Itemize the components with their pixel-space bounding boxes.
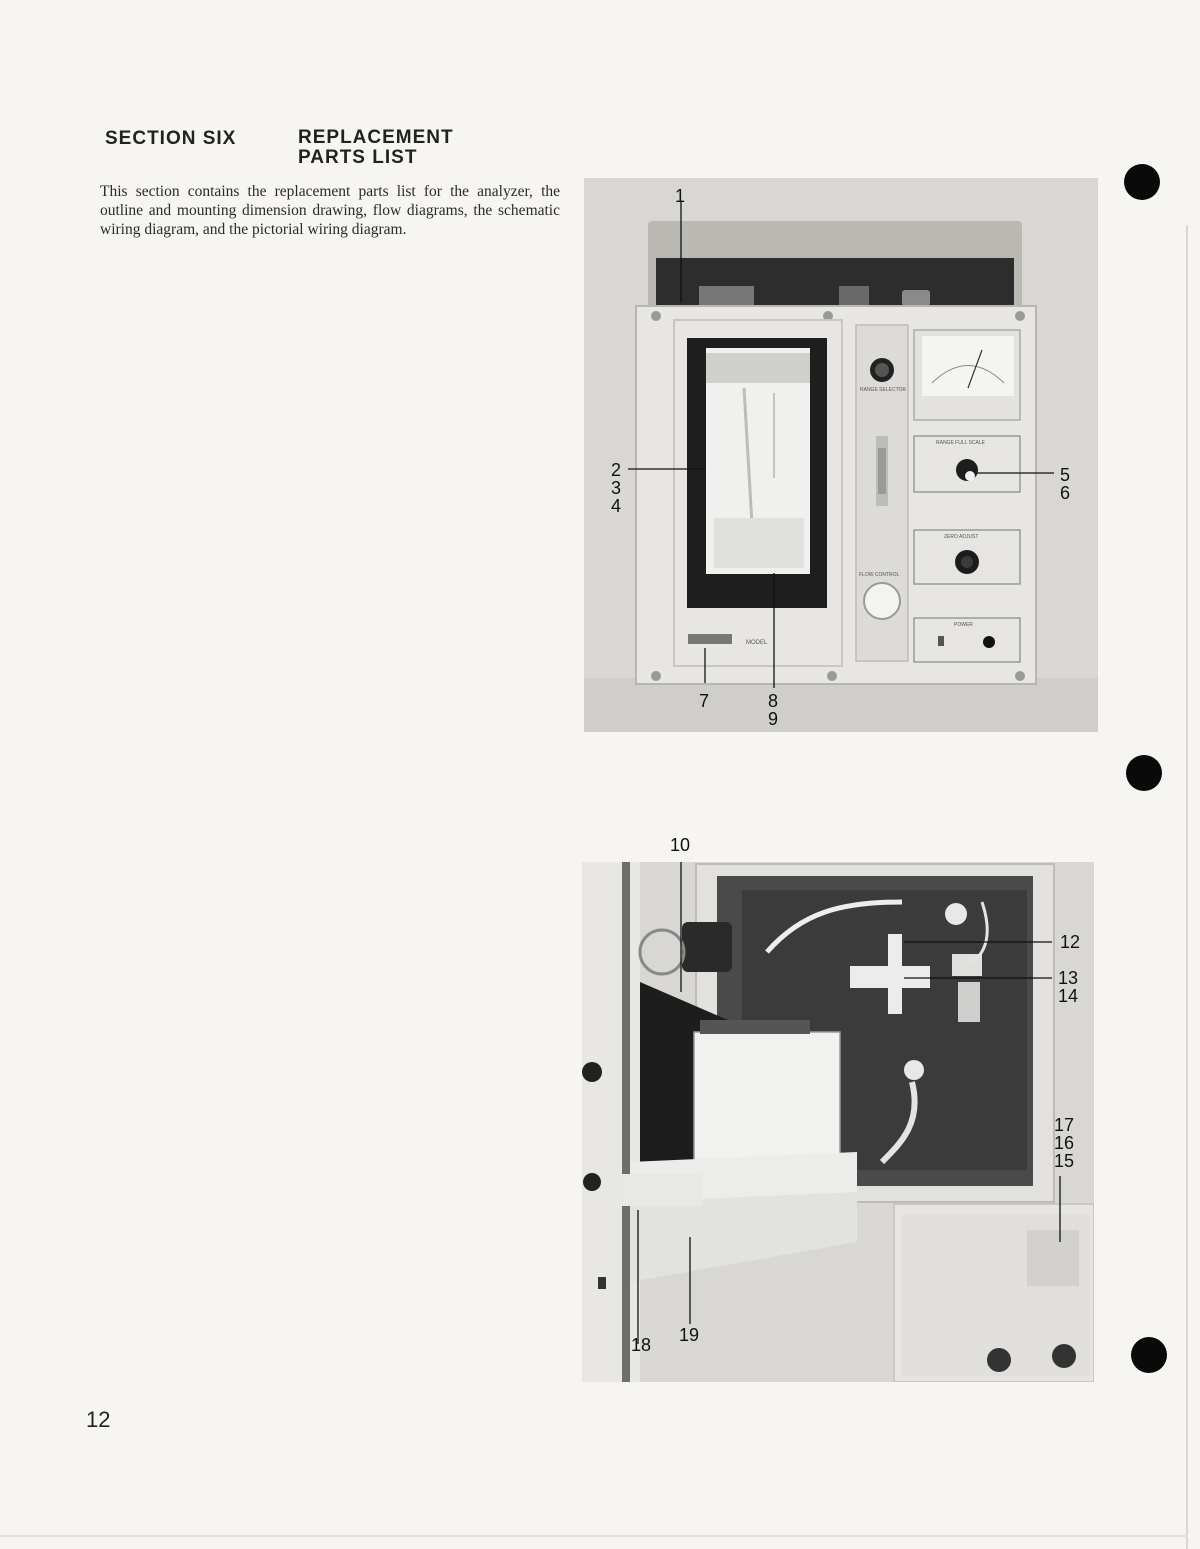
section-title-line-2: PARTS LIST xyxy=(298,147,418,168)
flow-control-label: FLOW CONTROL xyxy=(859,572,900,578)
callout-10: 10 xyxy=(670,835,691,855)
range-selector-label: RANGE SELECTOR xyxy=(860,387,907,393)
callout-9: 9 xyxy=(768,709,779,729)
callout-13: 13 xyxy=(1058,968,1079,988)
callout-16: 16 xyxy=(1054,1133,1075,1153)
callout-5: 5 xyxy=(1060,465,1071,485)
analyzer-interior-photo xyxy=(582,862,1094,1382)
callout-18: 18 xyxy=(631,1335,652,1355)
callout-15: 15 xyxy=(1054,1151,1075,1171)
power-label: POWER xyxy=(954,622,973,628)
callout-8: 8 xyxy=(768,691,779,711)
callout-6: 6 xyxy=(1060,483,1071,503)
binder-hole-top xyxy=(1124,164,1160,200)
callout-7: 7 xyxy=(699,691,710,711)
nameplate-label: MODEL xyxy=(746,640,768,646)
callout-2-3-4 xyxy=(611,461,621,515)
intro-paragraph: This section contains the replacement parts list for the analyzer, the outline and mounting dimension drawing, flow diagrams, the schematic wiring diagram, and the pictorial wiring diagram. xyxy=(100,183,560,238)
binder-hole-bottom xyxy=(1131,1337,1167,1373)
callout-14: 14 xyxy=(1058,986,1079,1006)
binder-hole-middle xyxy=(1126,755,1162,791)
section-number: SECTION SIX xyxy=(105,128,237,149)
callout-3: 3 xyxy=(611,478,622,498)
callout-5-6 xyxy=(1060,466,1070,502)
callout-19: 19 xyxy=(679,1325,700,1345)
page-number: 12 xyxy=(86,1407,111,1432)
callout-17: 17 xyxy=(1054,1115,1075,1135)
callout-1: 1 xyxy=(675,186,686,206)
callout-13-14 xyxy=(1058,969,1078,1005)
range-full-scale-label: RANGE FULL SCALE xyxy=(936,440,985,446)
callout-17-16-15 xyxy=(1054,1116,1074,1170)
callout-4: 4 xyxy=(611,496,622,516)
callout-8-9 xyxy=(768,692,778,728)
page-edge-right xyxy=(1186,225,1188,1549)
analyzer-front-photo xyxy=(584,178,1098,732)
callout-2: 2 xyxy=(611,460,622,480)
callout-12: 12 xyxy=(1060,932,1081,952)
section-title-line-1: REPLACEMENT xyxy=(298,127,454,148)
zero-adjust-label: ZERO ADJUST xyxy=(944,534,979,540)
section-title xyxy=(298,128,454,168)
page-edge-bottom xyxy=(0,1535,1188,1537)
